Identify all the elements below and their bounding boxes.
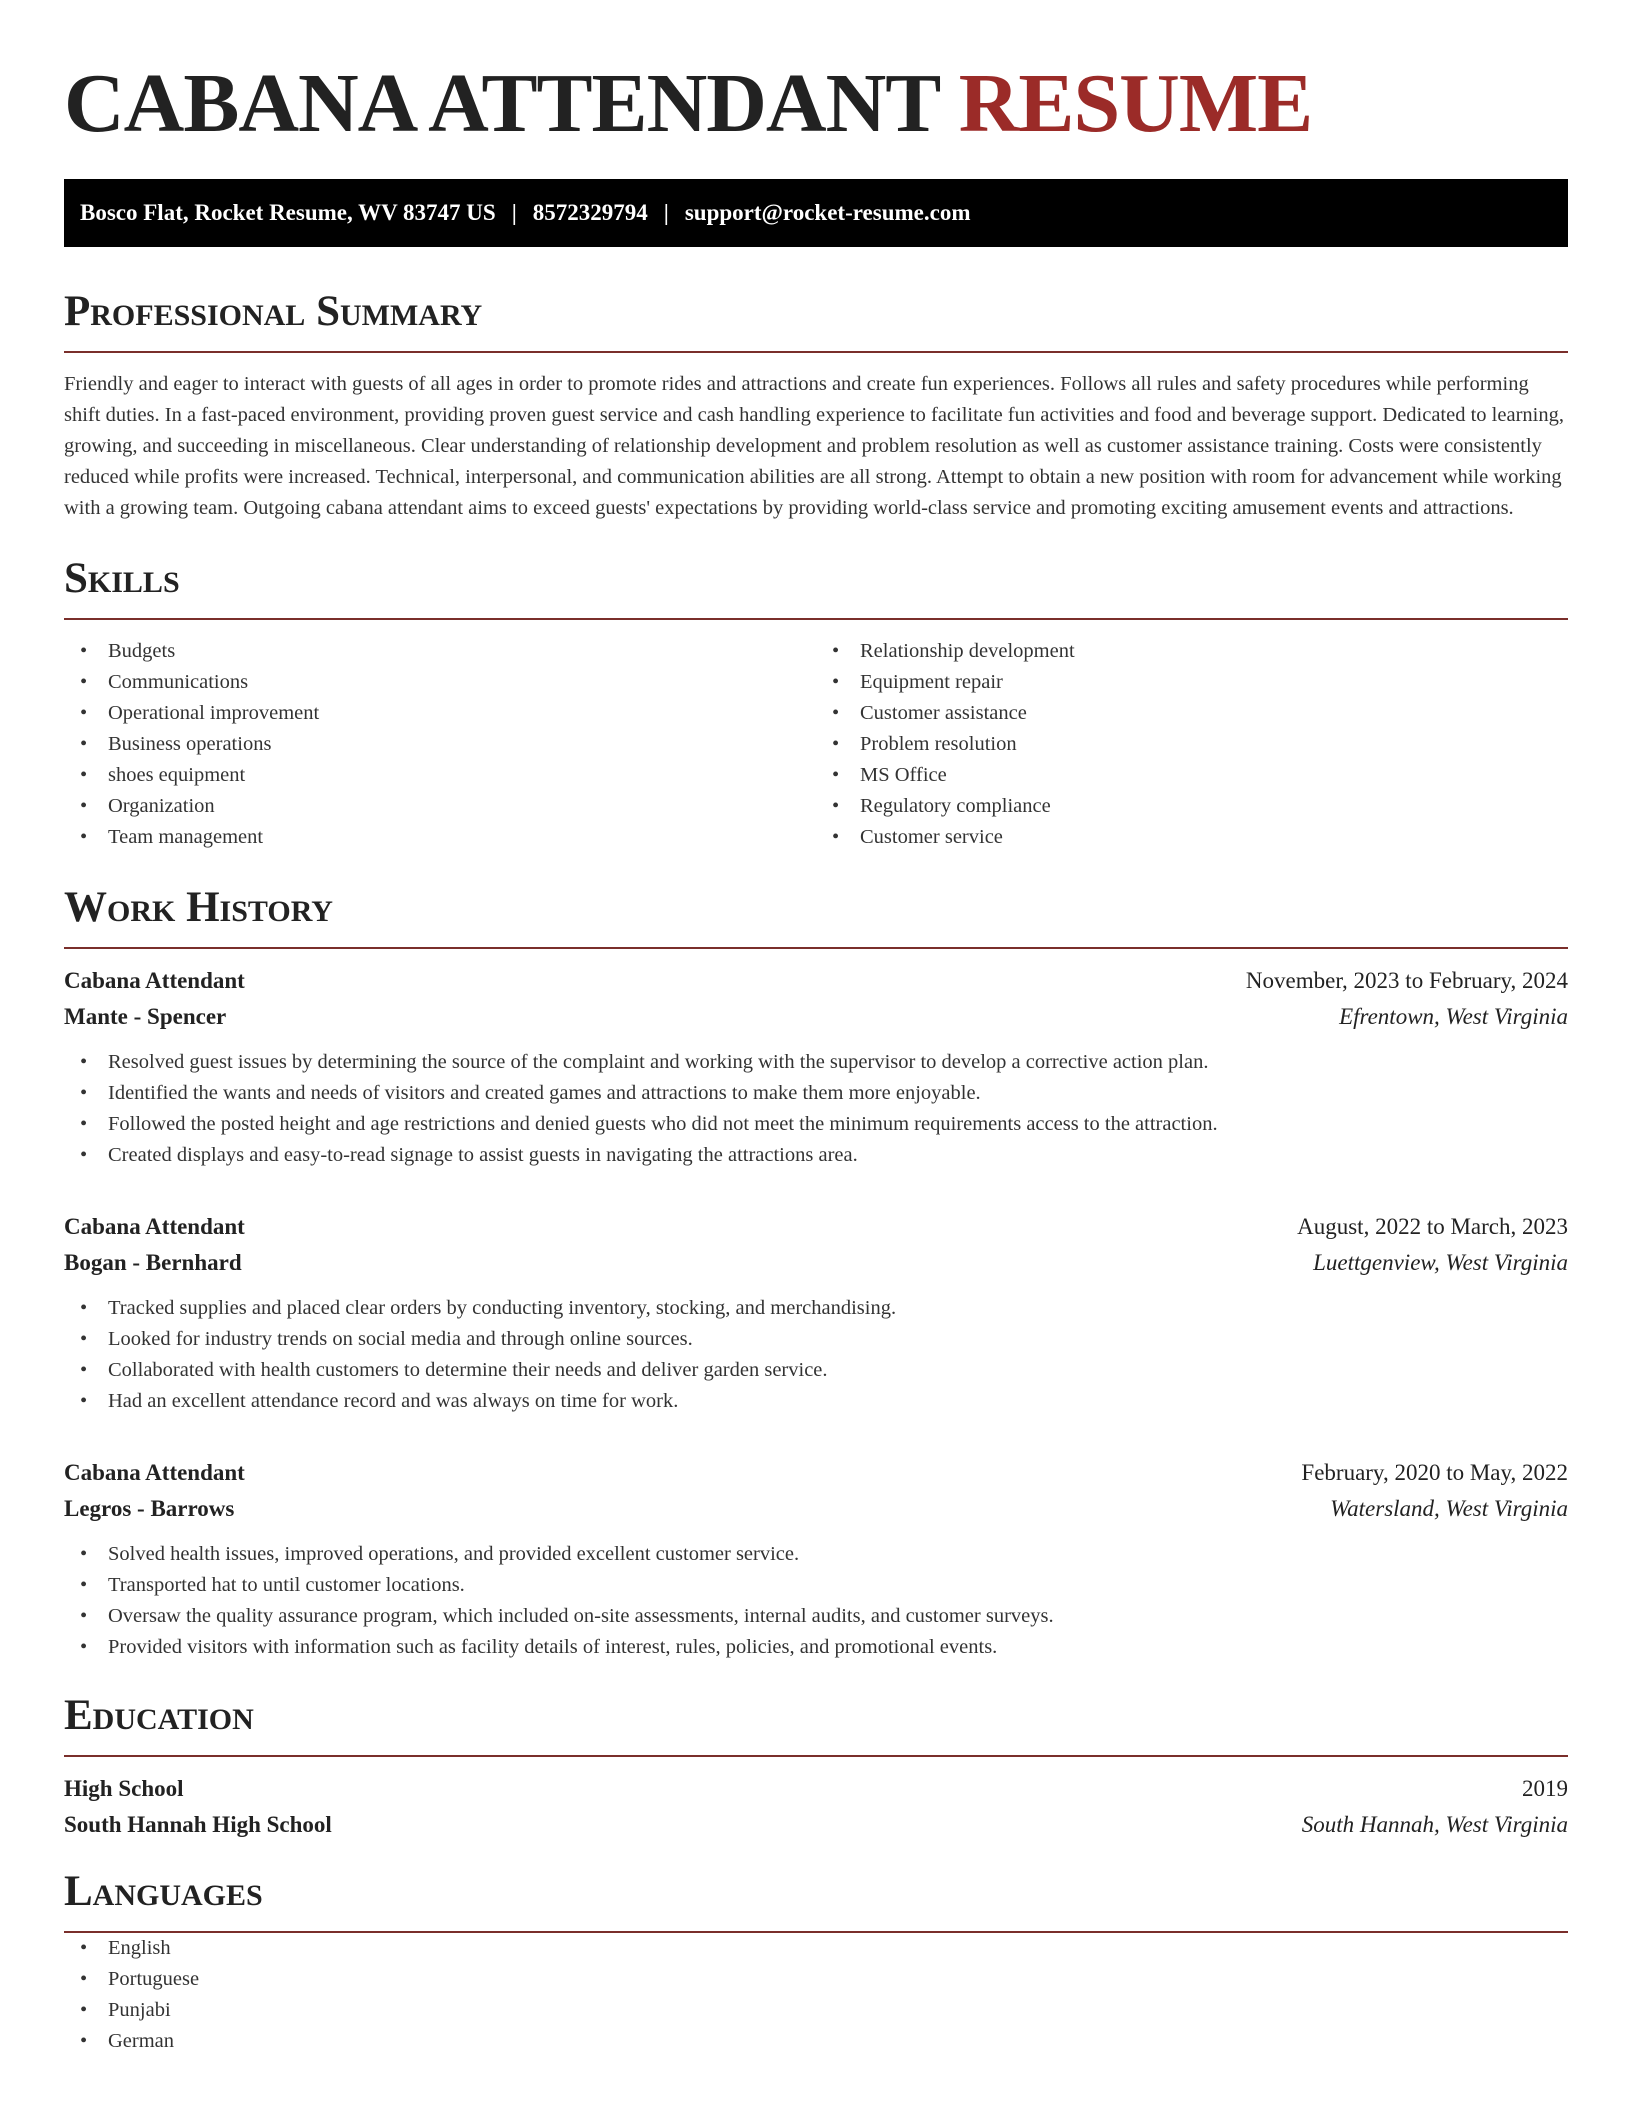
skill-item: • Regulatory compliance (816, 791, 1568, 822)
job-duty: • Oversaw the quality assurance program, which included on-site assessments, internal audits, and customer surveys. (64, 1601, 1568, 1632)
languages-list (64, 1933, 1568, 2057)
education-school-row (64, 1807, 1568, 1843)
skill-item: • Communications (64, 667, 816, 698)
job-duty: • Created displays and easy-to-read signage to assist guests in navigating the attractions area. (64, 1140, 1568, 1171)
job-duty: • Looked for industry trends on social media and through online sources. (64, 1324, 1568, 1355)
job-entry (64, 963, 1568, 1171)
job-duties (64, 1539, 1568, 1663)
job-header-row (64, 963, 1568, 999)
job-duty: • Collaborated with health customers to determine their needs and deliver garden service. (64, 1355, 1568, 1386)
job-dates: November, 2023 to February, 2024 (1245, 968, 1568, 993)
job-title: Cabana Attendant (64, 1460, 245, 1485)
education-degree: High School (64, 1776, 184, 1801)
skills-list-right (816, 636, 1568, 853)
skill-item: • Relationship development (816, 636, 1568, 667)
contact-phone: 8572329794 (532, 200, 648, 225)
job-duty: • Resolved guest issues by determining the source of the complaint and working with the supervisor to develop a corrective action plan. (64, 1047, 1568, 1078)
contact-address: Bosco Flat, Rocket Resume, WV 83747 US (80, 200, 496, 225)
skill-item: • Operational improvement (64, 698, 816, 729)
skill-item: • shoes equipment (64, 760, 816, 791)
education-location: South Hannah, West Virginia (1301, 1812, 1568, 1837)
skill-item: • Budgets (64, 636, 816, 667)
job-duty: • Transported hat to until customer locations. (64, 1570, 1568, 1601)
job-company-row (64, 1245, 1568, 1281)
job-company-row (64, 999, 1568, 1035)
job-location: Watersland, West Virginia (1330, 1496, 1568, 1521)
contact-email: support@rocket-resume.com (684, 200, 971, 225)
summary-text: Friendly and eager to interact with guests of all ages in order to promote rides and attractions and create fun experiences. Follows all rules and safety procedures while performing shift duties. In a fast-paced environment, providing proven guest service and cash handling experience to facilitate fun activities and food and beverage support. Dedicated to learning, growing, and succeeding in miscellaneous. Clear understanding of relationship development and problem resolution as well as customer assistance training. Costs were consistently reduced while profits were increased. Technical, interpersonal, and communication abilities are all strong. Attempt to obtain a new position with room for advancement while working with a growing team. Outgoing cabana attendant aims to exceed guests' expectations by providing world-class service and promoting exciting amusement events and attractions. (64, 373, 1564, 519)
education-section (64, 1691, 1568, 1843)
job-duty: • Followed the posted height and age restrictions and denied guests who did not meet the minimum requirements access to the attraction. (64, 1109, 1568, 1140)
education-school: South Hannah High School (64, 1812, 332, 1837)
education-year: 2019 (1522, 1776, 1568, 1801)
job-duties (64, 1293, 1568, 1417)
resume-title (64, 0, 1568, 152)
skills-section (64, 554, 1568, 853)
job-company: Legros - Barrows (64, 1496, 235, 1521)
job-entry (64, 1209, 1568, 1417)
languages-section (64, 1867, 1568, 2057)
job-duty: • Solved health issues, improved operations, and provided excellent customer service. (64, 1539, 1568, 1570)
job-duties (64, 1047, 1568, 1171)
title-main: CABANA ATTENDANT (64, 57, 939, 150)
job-dates: February, 2020 to May, 2022 (1301, 1460, 1568, 1485)
work-history-heading: Work History (64, 883, 1568, 949)
job-duty: • Provided visitors with information such as facility details of interest, rules, policies, and promotional events. (64, 1632, 1568, 1663)
education-heading: Education (64, 1691, 1568, 1757)
education-header-row (64, 1771, 1568, 1807)
job-duty: • Had an excellent attendance record and was always on time for work. (64, 1386, 1568, 1417)
language-item: • German (64, 2026, 1568, 2057)
contact-bar (64, 179, 1568, 247)
skill-item: • Customer service (816, 822, 1568, 853)
job-entry (64, 1455, 1568, 1663)
job-title: Cabana Attendant (64, 968, 245, 993)
job-location: Luettgenview, West Virginia (1313, 1250, 1568, 1275)
job-company: Mante - Spencer (64, 1004, 227, 1029)
summary-heading: Professional Summary (64, 287, 1568, 353)
job-location: Efrentown, West Virginia (1339, 1004, 1568, 1029)
skill-item: • Team management (64, 822, 816, 853)
education-entry (64, 1771, 1568, 1843)
languages-heading: Languages (64, 1867, 1568, 1933)
title-accent: RESUME (958, 57, 1313, 150)
summary-section (64, 287, 1568, 524)
skill-item: • Business operations (64, 729, 816, 760)
job-header-row (64, 1209, 1568, 1245)
contact-separator: | (663, 200, 669, 225)
language-item: • English (64, 1933, 1568, 1964)
job-header-row (64, 1455, 1568, 1491)
skills-heading: Skills (64, 554, 1568, 620)
skill-item: • Problem resolution (816, 729, 1568, 760)
skills-grid (64, 636, 1568, 853)
contact-separator: | (511, 200, 517, 225)
job-company: Bogan - Bernhard (64, 1250, 242, 1275)
language-item: • Punjabi (64, 1995, 1568, 2026)
job-company-row (64, 1491, 1568, 1527)
skills-list-left (64, 636, 816, 853)
job-duty: • Tracked supplies and placed clear orders by conducting inventory, stocking, and merchandising. (64, 1293, 1568, 1324)
skill-item: • MS Office (816, 760, 1568, 791)
language-item: • Portuguese (64, 1964, 1568, 1995)
work-history-section (64, 883, 1568, 1663)
job-dates: August, 2022 to March, 2023 (1297, 1214, 1568, 1239)
skill-item: • Customer assistance (816, 698, 1568, 729)
skill-item: • Equipment repair (816, 667, 1568, 698)
job-duty: • Identified the wants and needs of visitors and created games and attractions to make them more enjoyable. (64, 1078, 1568, 1109)
skill-item: • Organization (64, 791, 816, 822)
job-title: Cabana Attendant (64, 1214, 245, 1239)
